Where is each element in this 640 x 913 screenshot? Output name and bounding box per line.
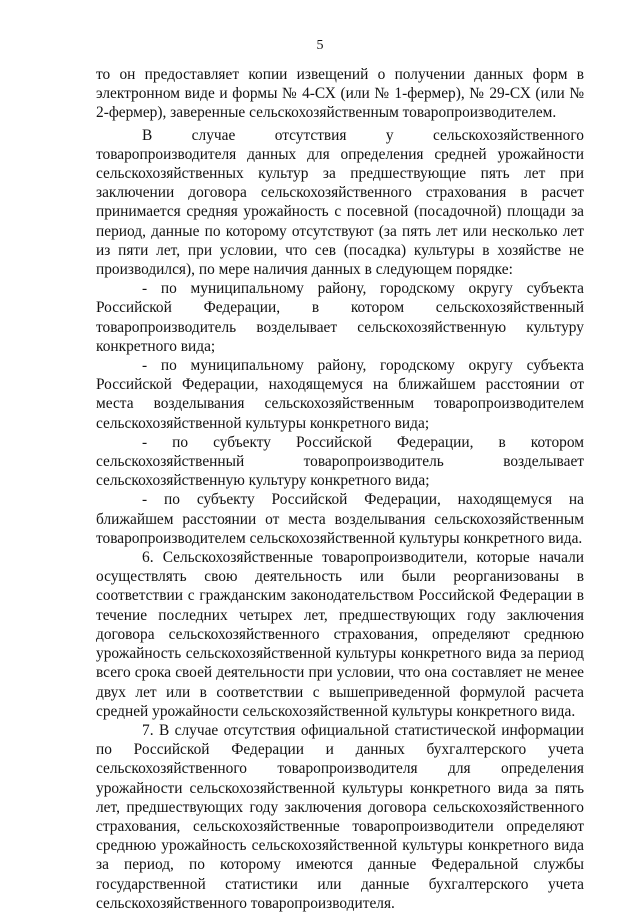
list-item-municipal-district: - по муниципальному району, городскому округу субъекта Российской Федерации, в котором сельскохозяйственный товаропроизводитель возделывает сельскохозяйственную культуру конкретного вида; bbox=[96, 280, 584, 355]
paragraph-item-6: 6. Сельскохозяйственные товаропроизводители, которые начали осуществлять свою деятельность или были реорганизованы в соответствии с гражданским законодательством Российской Федерации в течение последних четырех лет, предшествующих году заключения договора сельскохозяйственного страхования, определяют среднюю урожайность сельскохозяйственной культуры конкретного вида за период всего срока своей деятельности при условии, что она составляет не менее двух лет или в соответствии с вышеприведенной формулой расчета средней урожайности сельскохозяйственной культуры конкретного вида. bbox=[96, 549, 584, 720]
page-number: 5 bbox=[316, 38, 324, 53]
paragraph-item-7: 7. В случае отсутствия официальной статистической информации по Российской Федерации и данных бухгалтерского учета сельскохозяйственного товаропроизводителя для определения урожайности сельскохозяйственной культуры конкретного вида за пять лет, предшествующих году заключения договора сельскохозяйственного страхования, сельскохозяйственные товаропроизводители определяют среднюю урожайность сельскохозяйственной культуры конкретного вида за период, по которому имеются данные Федеральной службы государственной статистики или данные бухгалтерского учета сельскохозяйственного товаропроизводителя. bbox=[96, 721, 584, 912]
list-item-nearest-municipal-district: - по муниципальному району, городскому округу субъекта Российской Федерации, находящемуся на ближайшем расстоянии от места возделывания сельскохозяйственным товаропроизводителем сельскохозяйственной культуры конкретного вида; bbox=[96, 357, 584, 432]
list-item-nearest-federal-subject: - по субъекту Российской Федерации, находящемуся на ближайшем расстоянии от места возделывания сельскохозяйственным товаропроизводителем сельскохозяйственной культуры конкретного вида. bbox=[96, 491, 584, 547]
paragraph-continuation: то он предоставляет копии извещений о получении данных форм в электронном виде и формы № 4-СХ (или № 1-фермер), № 29-СХ (или № 2-фермер), заверенные сельскохозяйственным товаропроизводителем. bbox=[96, 66, 584, 122]
document-body bbox=[96, 65, 584, 913]
list-item-federal-subject: - по субъекту Российской Федерации, в котором сельскохозяйственный товаропроизводитель возделывает сельскохозяйственную культуру конкретного вида; bbox=[96, 433, 584, 490]
paragraph-missing-data-rule: В случае отсутствия у сельскохозяйственного товаропроизводителя данных для определения средней урожайности сельскохозяйственных культур за предшествующие пять лет при заключении договора сельскохозяйственного страхования в расчет принимается средняя урожайность с посевной (посадочной) площади за период, данные по которому отсутствуют (за пять лет или несколько лет из пяти лет, при условии, что сев (посадка) культуры в хозяйстве не производился), по мере наличия данных в следующем порядке: bbox=[96, 126, 584, 279]
